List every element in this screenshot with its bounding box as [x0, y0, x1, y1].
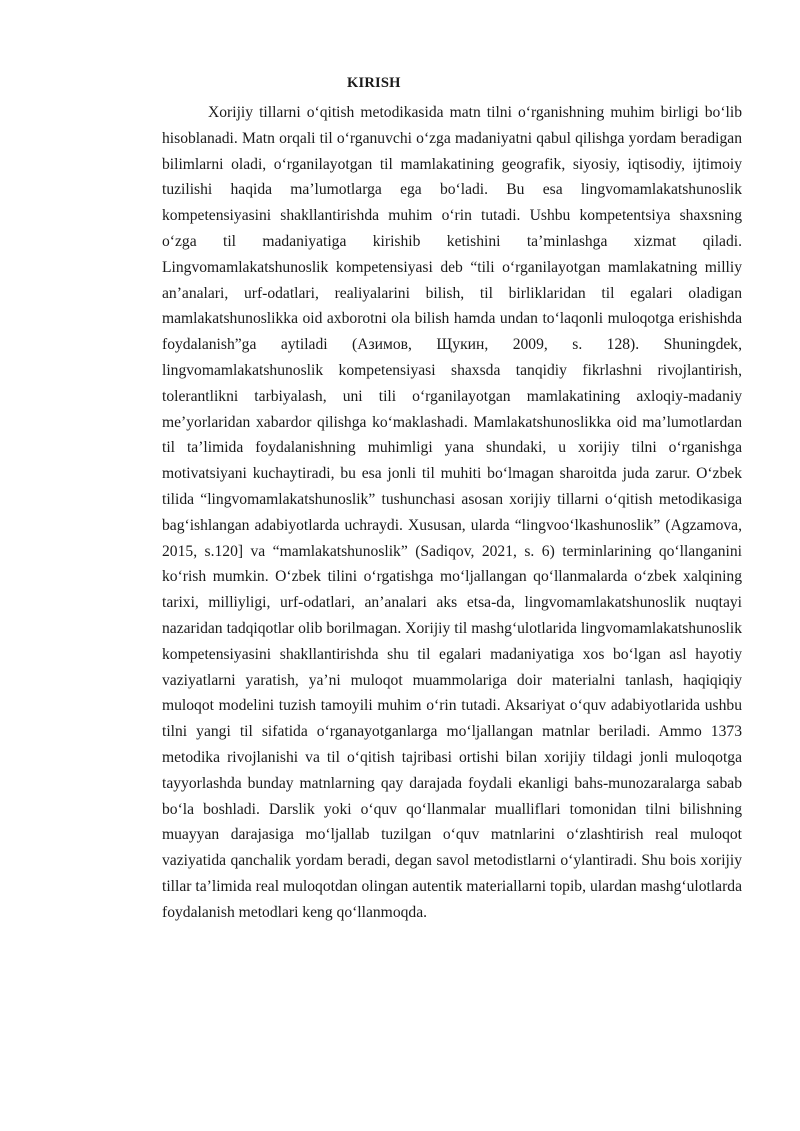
- section-heading: KIRISH: [347, 75, 401, 91]
- body-paragraph: Xorijiy tillarni oʻqitish metodikasida matn tilni oʻrganishning muhim birligi boʻlib hisoblanadi. Matn orqali til oʻrganuvchi oʻzga madaniyatni qabul qilishga yordam beradigan bilimlarni oladi, oʻrganilayotgan til mamlakatining geografik, siyosiy, iqtisodiy, ijtimoiy tuzilishi haqida maʼlumotlarga ega boʻladi. Bu esa lingvomamlakatshunoslik kompetensiyasini shakllantirishda muhim oʻrin tutadi. Ushbu kompetentsiya shaxsning oʻzga til madaniyatiga kirishib ketishini taʼminlashga xizmat qiladi. Lingvomamlakatshunoslik kompetensiyasi deb “tili oʻrganilayotgan mamlakatning milliy anʼanalari, urf-odatlari, realiyalarini bilish, til birliklaridan til egalari oladigan mamlakatshunoslikka oid axborotni ola bilish hamda undan toʻlaqonli muloqotga erishishda foydalanish”ga aytiladi (Азимов, Щукин, 2009, s. 128). Shuningdek, lingvomamlakatshunoslik kompetensiyasi shaxsda tanqidiy fikrlashni rivojlantirish, tolerantlikni tarbiyalash, uni tili oʻrganilayotgan mamlakatining axloqiy-madaniy meʼyorlaridan xabardor qilishga koʻmaklashadi. Mamlakatshunoslikka oid maʼlumotlardan til taʼlimida foydalanishning muhimligi yana shundaki, u xorijiy tilni oʻrganishga motivatsiyani kuchaytiradi, bu esa jonli til muhiti boʻlmagan sharoitda juda zarur. Oʻzbek tilida “lingvomamlakatshunoslik” tushunchasi asosan xorijiy tillarni oʻqitish metodikasiga bagʻishlangan adabiyotlarda uchraydi. Xususan, ularda “lingvooʻlkashunoslik” (Agzamova, 2015, s.120] va “mamlakatshunoslik” (Sadiqov, 2021, s. 6) terminlarining qoʻllanganini koʻrish mumkin. Oʻzbek tilini oʻrgatishga moʻljallangan qoʻllanmalarda oʻzbek xalqining tarixi, milliyligi, urf-odatlari, anʼanalari aks etsa-da, lingvomamlakatshunoslik nuqtayi nazaridan tadqiqotlar olib borilmagan. Xorijiy til mashgʻulotlarida lingvomamlakatshunoslik kompetensiyasini shakllantirishda shu til egalari madaniyatiga xos boʻlgan asl hayotiy vaziyatlarni yaratish, yaʼni muloqot muammolariga doir materialni tanlash, haqiqiqiy muloqot modelini tuzish tamoyili muhim oʻrin tutadi. Aksariyat oʻquv adabiyotlarida ushbu tilni yangi til sifatida oʻrganayotganlarga moʻljallangan matnlar beriladi. Ammo 1373 metodika rivojlanishi va til oʻqitish tajribasi ortishi bilan xorijiy tildagi jonli muloqotga tayyorlashda bunday matnlarning qay darajada foydali ekanligi bahs-munozaralarga sabab boʻla boshladi. Darslik yoki oʻquv qoʻllanmalar mualliflari tomonidan tilni bilishning muayyan darajasiga moʻljallab tuzilgan oʻquv matnlarini oʻzlashtirish real muloqot vaziyatida qanchalik yordam beradi, degan savol metodistlarni oʻylantiradi. Shu bois xorijiy tillar taʼlimida real muloqotdan olingan autentik materiallarni topib, ulardan mashgʻulotlarda foydalanish metodlari keng qoʻllanmoqda.: [162, 104, 742, 921]
